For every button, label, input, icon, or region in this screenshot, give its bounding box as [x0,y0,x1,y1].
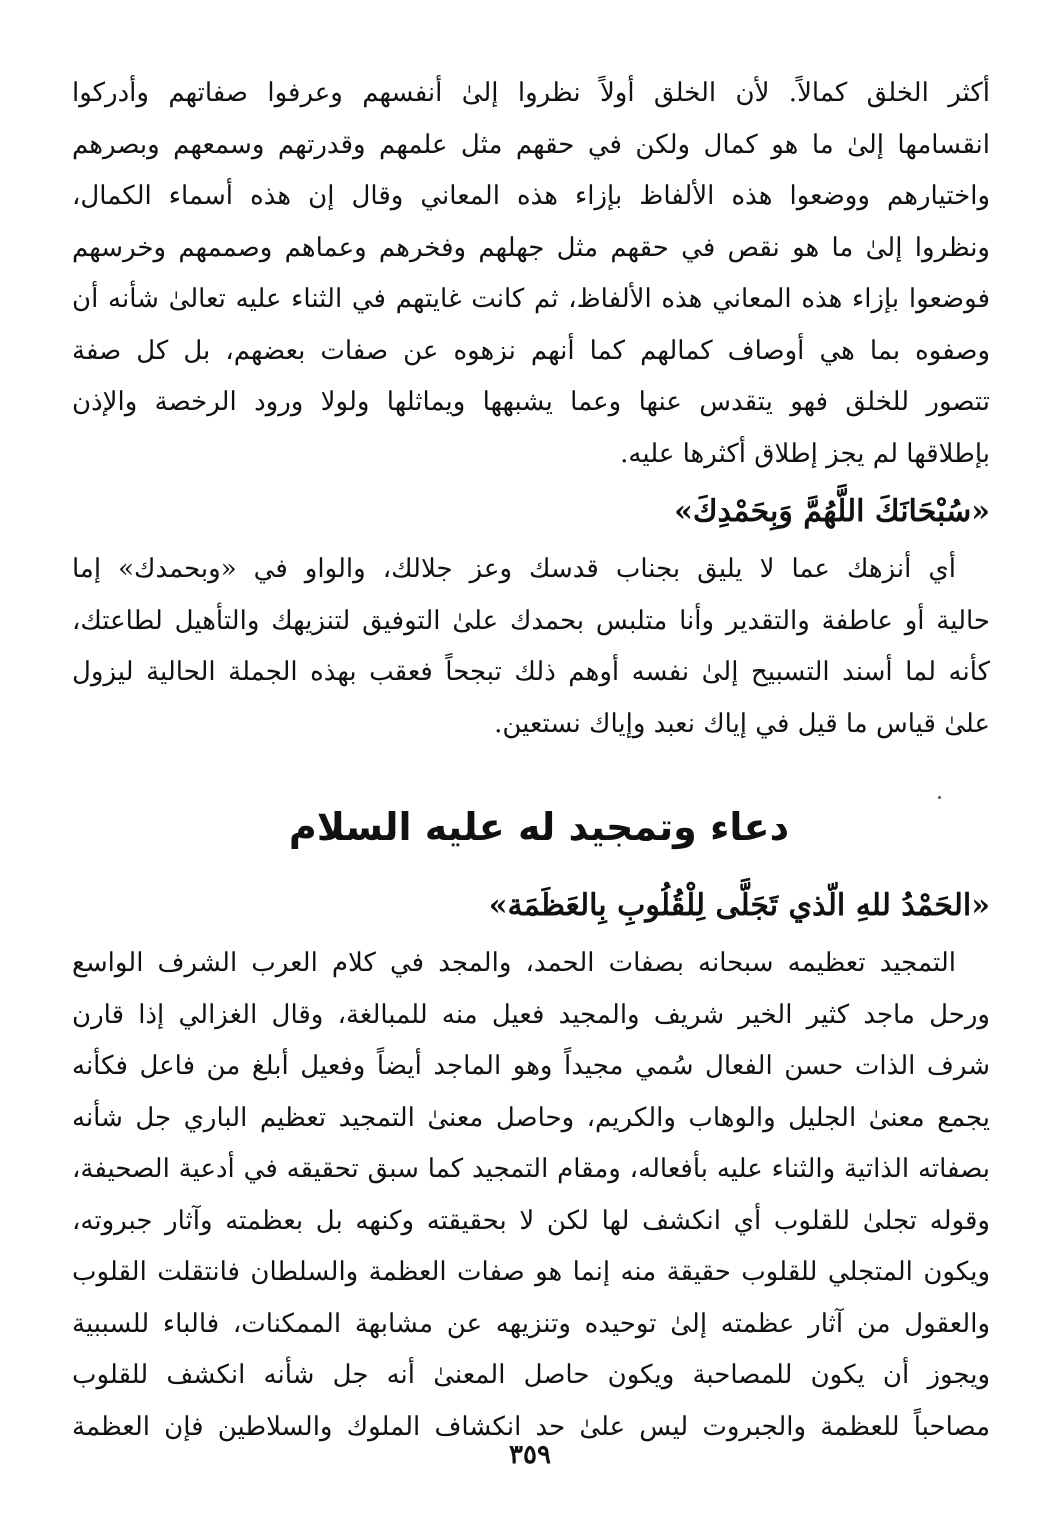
text-line: ورحل ماجد كثير الخير شريف والمجيد فعيل منه للمبالغة، وقال الغزالي إذا قارن [72,999,990,1030]
text-line: شرف الذات حسن الفعال سُمي مجيداً وهو الماجد أيضاً وفعيل أبلغ من فاعل فكأنه [72,1051,990,1081]
text-line: مصاحباً للعظمة والجبروت ليس علىٰ حد انكشاف الملوك والسلاطين فإن العظمة [72,1411,990,1442]
paragraph-2 [72,544,990,750]
text-line: وقوله تجلىٰ للقلوب أي انكشف لها لكن لا بحقيقته وكنهه بل بعظمته وآثار جبروته، [72,1205,990,1236]
page-number: ٣٥٩ [509,1440,551,1470]
text-line: كأنه لما أسند التسبيح إلىٰ نفسه أوهم ذلك تبجحاً فعقب بهذه الجملة الحالية ليزول [72,657,990,687]
quote-alhamdu: «الحَمْدُ للهِ الّذي تَجَلَّى لِلْقُلُوبِ بِالعَظَمَة» [488,888,990,923]
paragraph-1 [72,68,990,480]
text-line: بإطلاقها لم يجز إطلاق أكثرها عليه. [620,438,990,469]
text-line: حالية أو عاطفة والتقدير وأنا متلبس بحمدك علىٰ التوفيق لتنزيهك والتأهيل لطاعتك، [72,605,990,636]
text-line: أي أنزهك عما لا يليق بجناب قدسك وعز جلالك، والواو في «وبحمدك» إما [72,554,956,584]
text-line: ويجوز أن يكون للمصاحبة ويكون حاصل المعنىٰ أنه جل شأنه انكشف للقلوب [72,1360,990,1390]
text-line: وصفوه بما هي أوصاف كمالهم كما أنهم نزهوه عن صفات بعضهم، بل كل صفة [72,335,990,366]
quote-subhanaka: «سُبْحَانَكَ اللَّهُمَّ وَبِحَمْدِكَ» [674,494,990,529]
text-line: واختيارهم ووضعوا هذه الألفاظ بإزاء هذه المعاني وقال إن هذه أسماء الكمال، [72,181,990,211]
section-heading: دعاء وتمجيد له عليه السلام [288,805,790,849]
text-line: ونظروا إلىٰ ما هو نقص في حقهم مثل جهلهم وفخرهم وعماهم وصممهم وخرسهم [72,232,990,263]
page-content [72,68,990,1453]
text-line: انقسامها إلىٰ ما هو كمال ولكن في حقهم مثل علمهم وقدرتهم وسمعهم وبصرهم [72,129,990,160]
text-line: علىٰ قياس ما قيل في إياك نعبد وإياك نستعين. [494,708,990,739]
text-line: أكثر الخلق كمالاً. لأن الخلق أولاً نظروا إلىٰ أنفسهم وعرفوا صفاتهم وأدركوا [72,78,990,108]
text-line: يجمع معنىٰ الجليل والوهاب والكريم، وحاصل معنىٰ التمجيد تعظيم الباري جل شأنه [72,1102,990,1133]
paragraph-3 [72,938,990,1453]
text-line: تتصور للخلق فهو يتقدس عنها وعما يشبهها ويماثلها ولولا ورود الرخصة والإذن [72,387,990,417]
stray-dot [938,796,941,799]
text-line: ويكون المتجلي للقلوب حقيقة منه إنما هو صفات العظمة والسلطان فانتقلت القلوب [72,1257,990,1287]
text-line: التمجيد تعظيمه سبحانه بصفات الحمد، والمجد في كلام العرب الشرف الواسع [72,948,956,978]
text-line: فوضعوا بإزاء هذه المعاني هذه الألفاظ، ثم كانت غايتهم في الثناء عليه تعالىٰ شأنه أن [72,284,990,314]
text-line: بصفاته الذاتية والثناء عليه بأفعاله، ومقام التمجيد كما سبق تحقيقه في أدعية الصحيفة، [72,1154,990,1184]
text-line: والعقول من آثار عظمته إلىٰ توحيده وتنزيهه عن مشابهة الممكنات، فالباء للسببية [72,1308,990,1339]
